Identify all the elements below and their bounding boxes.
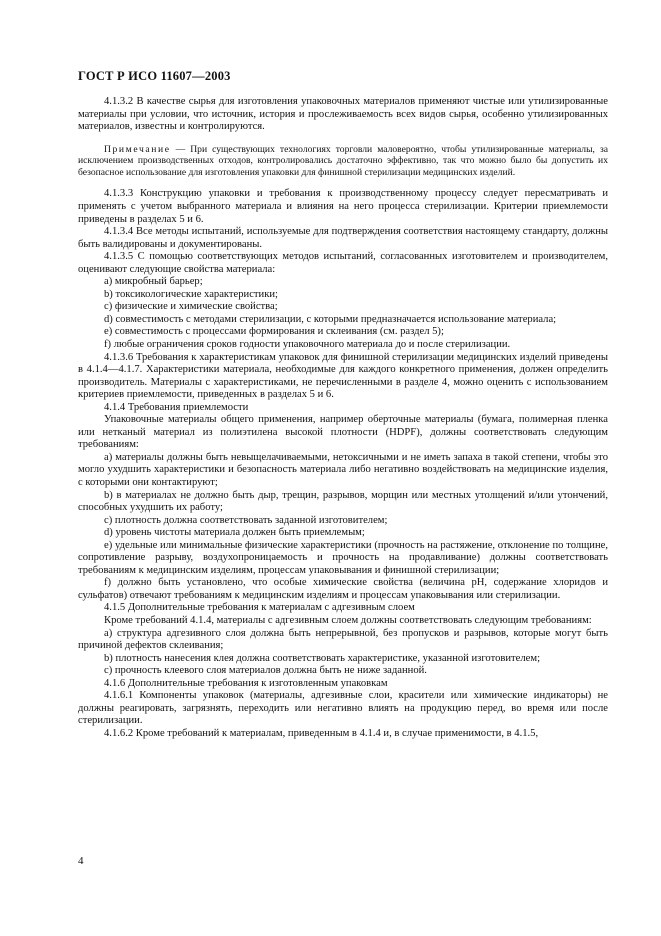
document-header: ГОСТ Р ИСО 11607—2003 xyxy=(78,69,231,83)
list-item: f) любые ограничения сроков годности упаковочного материала до и после стерилизации. xyxy=(104,338,511,350)
list-item: е) удельные или минимальные физические характеристики (прочность на растяжение, отклонение по толщине, сопротивление разрыву, воздухопроницаемость и прочность на продавливание) должны соответствовать требованиям к медицинским изделиям, процессам упаковывания и финишной стерилизации; xyxy=(78,539,608,576)
list-item: с) прочность клеевого слоя материалов должна быть не ниже заданной. xyxy=(104,665,427,677)
list-item: f) должно быть установлено, что особые химические свойства (величина pH, содержание хлоридов и сульфатов) отвечают требованиям к медицинским изделиям и процессам упаковывания или стерилизации. xyxy=(78,577,608,601)
list-item: b) токсикологические характеристики; xyxy=(104,288,278,300)
paragraph-4-1-3-5: 4.1.3.5 С помощью соответствующих методов испытаний, согласованных изготовителем и производителем, оценивают следующие свойства материала: xyxy=(78,251,608,275)
page-number: 4 xyxy=(78,855,84,867)
list-item: с) физические и химические свойства; xyxy=(104,301,278,313)
list-item: а) структура адгезивного слоя должна быть непрерывной, без пропусков и разрывов, которые могут быть причиной дефектов склеивания; xyxy=(78,627,608,652)
list-item: b) в материалах не должно быть дыр, трещин, разрывов, морщин или местных утолщений и/или утончений, способных ухудшить их работу; xyxy=(78,489,608,514)
note-block xyxy=(78,144,608,179)
list-item: е) совместимость с процессами формирования и склеивания (см. раздел 5); xyxy=(104,326,444,338)
document-body xyxy=(78,96,608,740)
paragraph: Кроме требований 4.1.4, материалы с адгезивным слоем должны соответствовать следующим требованиям: xyxy=(104,615,592,627)
list-item: d) совместимость с методами стерилизации, с которыми предназначается использование материала; xyxy=(104,313,557,325)
note-text: — При существующих технологиях торговли маловероятно, чтобы утилизированные материалы, за исключением производственных отходов, контролировались достаточно эффективно, так что можно было бы допустить их безопасное использование для изготовления упаковки для финишной стерилизации медицинских изделий. xyxy=(78,143,608,178)
paragraph-4-1-3-3: 4.1.3.3 Конструкцию упаковки и требования к производственному процессу следует пересматривать и применять с учетом выбранного материала и влияния на него процесса стерилизации. Критерии приемлемости приведены в разделах 5 и 6. xyxy=(78,188,608,225)
paragraph-4-1-3-4: 4.1.3.4 Все методы испытаний, используемые для подтверждения соответствия настоящему стандарту, должны быть валидированы и документированы. xyxy=(78,226,608,250)
paragraph-4-1-3-2: 4.1.3.2 В качестве сырья для изготовления упаковочных материалов применяют чистые или утилизированные материалы при условии, что источник, история и прослеживаемость всех видов сырья, особенно утилизированных материалов, известны и контролируются. xyxy=(78,96,608,133)
list-item: а) микробный барьер; xyxy=(104,276,203,288)
paragraph: Упаковочные материалы общего применения, например оберточные материалы (бумага, полимерная пленка или нетканый материал из полиэтилена высокой плотности (HDPF), должны соответствовать следующим требованиям: xyxy=(78,414,608,451)
list-item: с) плотность должна соответствовать заданной изготовителем; xyxy=(104,514,388,526)
paragraph-4-1-3-6: 4.1.3.6 Требования к характеристикам упаковок для финишной стерилизации медицинских изделий приведены в 4.1.4—4.1.7. Характеристики материала, необходимые для каждого конкретного применения, должен определить производитель. Материалы с характеристиками, не перечисленными в разделе 4, можно оценить с использованием критериев приемлемости, приведенных в разделах 5 и 6. xyxy=(78,351,608,401)
list-item: d) уровень чистоты материала должен быть приемлемым; xyxy=(104,527,365,539)
paragraph-4-1-6-2: 4.1.6.2 Кроме требований к материалам, приведенным в 4.1.4 и, в случае применимости, в 4.1.5, xyxy=(104,727,539,739)
list-item: b) плотность нанесения клея должна соответствовать характеристике, указанной изготовителем; xyxy=(104,652,541,664)
section-heading-4-1-4: 4.1.4 Требования приемлемости xyxy=(104,401,249,413)
list-item: а) материалы должны быть невыщелачиваемыми, нетоксичными и не иметь запаха в такой степени, чтобы это могло ухудшить характеристики и безопасность материала либо негативно воздействовать на медицинские изделия, с которыми они контактируют; xyxy=(78,451,608,488)
section-heading-4-1-5: 4.1.5 Дополнительные требования к материалам с адгезивным слоем xyxy=(104,602,415,614)
paragraph-4-1-6-1: 4.1.6.1 Компоненты упаковок (материалы, адгезивные слои, красители или химические индикаторы) не должны реагировать, загрязнять, переходить или негативно влиять на продукцию перед, во время или после стерилизации. xyxy=(78,690,608,727)
section-heading-4-1-6: 4.1.6 Дополнительные требования к изготовленным упаковкам xyxy=(104,677,388,689)
note-label: Примечание xyxy=(104,143,171,155)
